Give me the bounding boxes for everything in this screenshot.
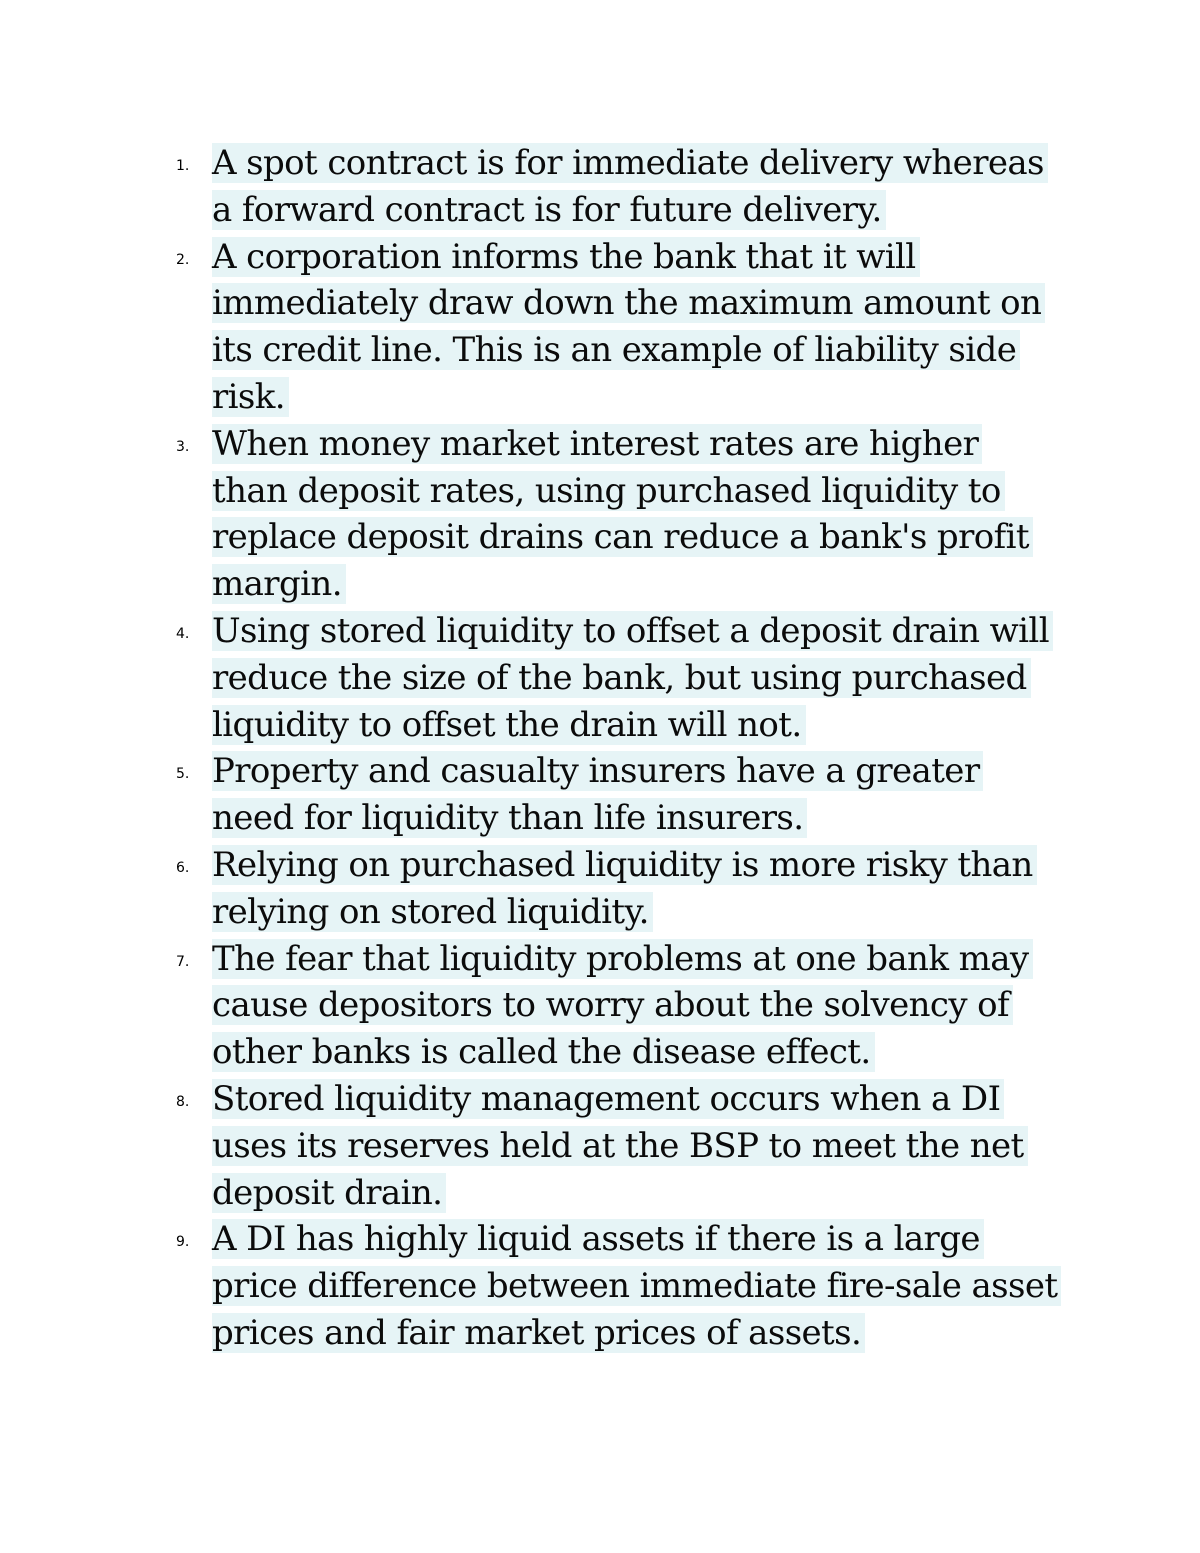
list-item-number: 6. — [176, 859, 190, 876]
statement-line — [212, 1216, 1200, 1263]
list-item-number: 1. — [176, 158, 190, 174]
list-item — [0, 140, 1200, 234]
highlighted-text: When money market interest rates are higher — [212, 424, 982, 464]
statement-line — [212, 327, 1200, 374]
statement-line — [212, 748, 1200, 795]
statement-line — [212, 1170, 1200, 1217]
highlighted-text: prices and fair market prices of assets. — [212, 1313, 865, 1353]
statement-line — [212, 608, 1200, 655]
statement-line — [212, 655, 1200, 702]
highlighted-text: than deposit rates, using purchased liquidity to — [212, 471, 1005, 511]
highlighted-text: reduce the size of the bank, but using purchased — [212, 658, 1031, 698]
statement-line — [212, 234, 1200, 281]
list-item-number: 8. — [176, 1093, 190, 1110]
highlighted-text: cause depositors to worry about the solvency of — [212, 985, 1013, 1025]
highlighted-text: immediately draw down the maximum amount on — [212, 283, 1045, 323]
highlighted-text: other banks is called the disease effect. — [212, 1032, 875, 1072]
statement-list — [0, 140, 1200, 1357]
highlighted-text: margin. — [212, 564, 346, 604]
highlighted-text: relying on stored liquidity. — [212, 892, 653, 932]
list-item — [0, 608, 1200, 748]
highlighted-text: deposit drain. — [212, 1173, 446, 1213]
statement-line — [212, 468, 1200, 515]
list-item-number: 5. — [176, 766, 190, 783]
list-item — [0, 234, 1200, 421]
highlighted-text: Stored liquidity management occurs when a DI — [212, 1079, 1004, 1119]
highlighted-text: Property and casualty insurers have a greater — [212, 751, 983, 791]
list-item-number: 4. — [176, 625, 190, 642]
highlighted-text: Using stored liquidity to offset a deposit drain will — [212, 611, 1053, 651]
highlighted-text: a forward contract is for future delivery. — [212, 190, 886, 230]
list-item — [0, 1216, 1200, 1356]
highlighted-text: replace deposit drains can reduce a bank's profit — [212, 517, 1033, 557]
list-item-number: 3. — [176, 438, 190, 455]
statement-line — [212, 842, 1200, 889]
statement-line — [212, 514, 1200, 561]
highlighted-text: A DI has highly liquid assets if there is a large — [212, 1219, 984, 1259]
list-item — [0, 1076, 1200, 1216]
statement-line — [212, 1029, 1200, 1076]
highlighted-text: liquidity to offset the drain will not. — [212, 705, 806, 745]
highlighted-text: uses its reserves held at the BSP to meet the net — [212, 1126, 1028, 1166]
statement-line — [212, 140, 1200, 187]
statement-line — [212, 702, 1200, 749]
statement-line — [212, 374, 1200, 421]
highlighted-text: its credit line. This is an example of liability side — [212, 330, 1020, 370]
list-item-number: 7. — [176, 953, 190, 970]
statement-line — [212, 1310, 1200, 1357]
highlighted-text: The fear that liquidity problems at one bank may — [212, 939, 1033, 979]
statement-line — [212, 561, 1200, 608]
statement-line — [212, 1263, 1200, 1310]
list-item-number: 2. — [176, 251, 190, 268]
statement-line — [212, 889, 1200, 936]
statement-line — [212, 187, 1200, 234]
highlighted-text: Relying on purchased liquidity is more risky than — [212, 845, 1037, 885]
list-item-number: 9. — [176, 1234, 190, 1251]
highlighted-text: A spot contract is for immediate delivery whereas — [212, 143, 1048, 183]
statement-line — [212, 982, 1200, 1029]
list-item — [0, 936, 1200, 1076]
highlighted-text: A corporation informs the bank that it will — [212, 237, 920, 277]
list-item — [0, 748, 1200, 842]
statement-line — [212, 795, 1200, 842]
list-item — [0, 842, 1200, 936]
list-item — [0, 421, 1200, 608]
statement-line — [212, 1123, 1200, 1170]
statement-line — [212, 1076, 1200, 1123]
statement-line — [212, 936, 1200, 983]
statement-line — [212, 421, 1200, 468]
highlighted-text: risk. — [212, 377, 289, 417]
statement-line — [212, 280, 1200, 327]
highlighted-text: need for liquidity than life insurers. — [212, 798, 807, 838]
highlighted-text: price difference between immediate fire-sale asset — [212, 1266, 1061, 1306]
